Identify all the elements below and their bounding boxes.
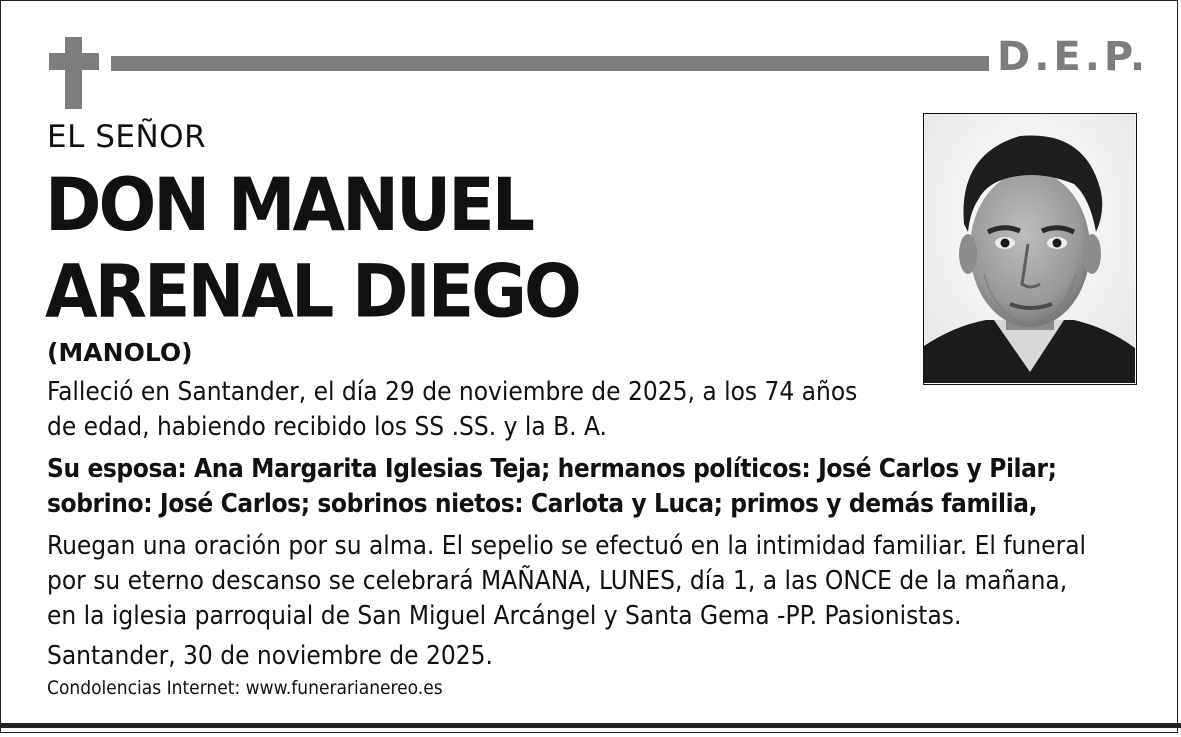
funeral-line: en la iglesia parroquial de San Miguel Arcángel y Santa Gema -PP. Pasionistas. <box>47 601 962 631</box>
nickname: (MANOLO) <box>47 338 193 367</box>
portrait-illustration <box>924 114 1135 383</box>
name-line: ARENAL DIEGO <box>45 249 579 335</box>
death-notice-line: Falleció en Santander, el día 29 de noviembre de 2025, a los 74 años <box>47 377 858 407</box>
name-line: DON MANUEL <box>45 163 533 249</box>
death-notice-line: de edad, habiendo recibido los SS .SS. y la B. A. <box>47 412 607 442</box>
family-line: sobrino: José Carlos; sobrinos nietos: Carlota y Luca; primos y demás familia, <box>47 489 1038 519</box>
death-notice <box>47 375 857 445</box>
funeral-details <box>47 529 1086 634</box>
portrait-photo <box>923 113 1137 385</box>
funeral-line: por su eterno descanso se celebrará MAÑANA, LUNES, día 1, a las ONCE de la mañana, <box>47 566 1068 596</box>
deceased-name <box>45 163 579 336</box>
family-list <box>47 452 1057 522</box>
cross-vertical-bar <box>65 37 82 109</box>
footer-rule <box>0 723 1181 728</box>
family-line: Su esposa: Ana Margarita Iglesias Teja; hermanos políticos: José Carlos y Pilar; <box>47 454 1057 484</box>
funeral-line: Ruegan una oración por su alma. El sepelio se efectuó en la intimidad familiar. El funeral <box>47 531 1087 561</box>
header-rule <box>111 56 989 71</box>
honorific-title: EL SEÑOR <box>47 119 207 155</box>
place-date: Santander, 30 de noviembre de 2025. <box>47 641 493 671</box>
dep-label: D.E.P. <box>997 34 1150 80</box>
condolences-note: Condolencias Internet: www.funerarianereo.es <box>47 677 443 699</box>
cross-horizontal-bar <box>49 53 99 70</box>
